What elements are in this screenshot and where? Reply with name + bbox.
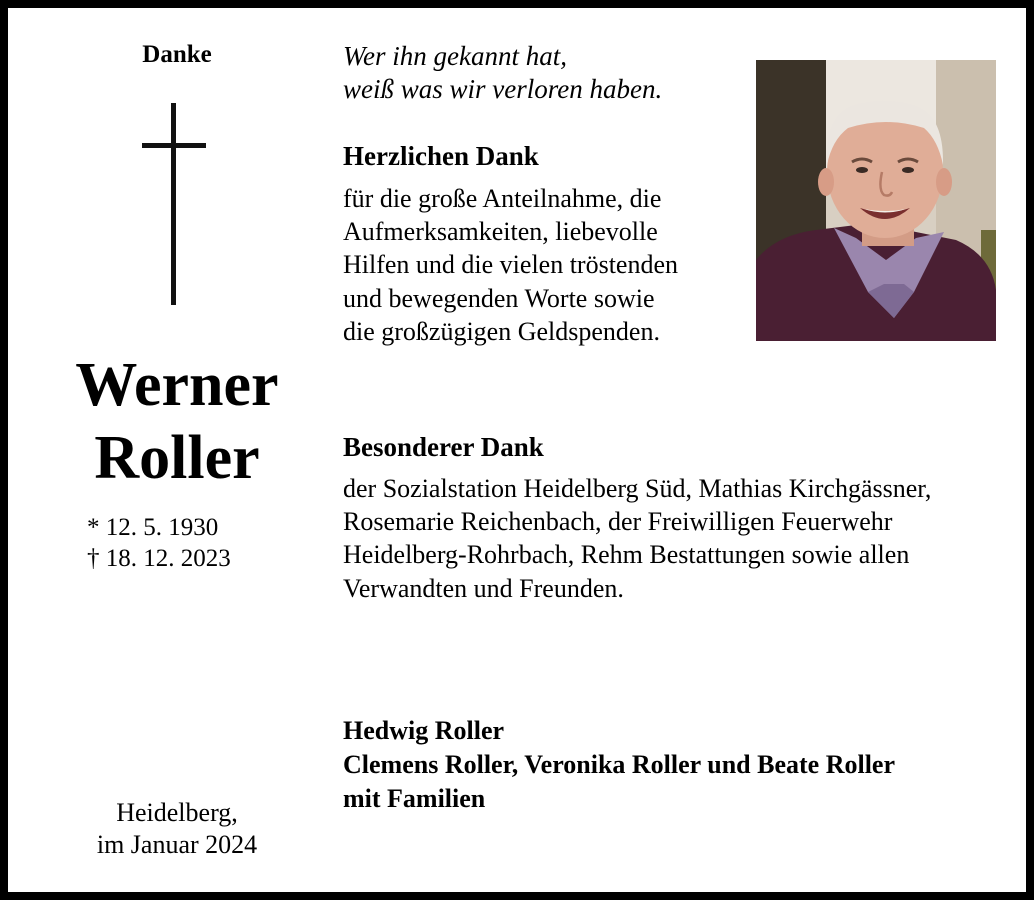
paragraph-line: und bewegenden Worte sowie <box>343 283 655 313</box>
paragraph-line: Hilfen und die vielen tröstenden <box>343 250 679 280</box>
signature-line: mit Familien <box>343 784 486 813</box>
paragraph-line: für die große Anteilnahme, die <box>343 184 662 213</box>
place-line: Heidelberg, <box>116 798 238 827</box>
paragraph-line: die großzügigen Geldspenden. <box>343 316 660 346</box>
life-dates <box>87 512 231 574</box>
deceased-first-name: Werner <box>75 351 279 419</box>
portrait-photo <box>756 60 996 341</box>
quote-line: Wer ihn gekannt hat, <box>343 41 567 71</box>
section-heading-special-thanks: Besonderer Dank <box>343 432 544 462</box>
birth-date: * 12. 5. 1930 <box>87 514 219 541</box>
paragraph-line: Verwandten und Freunden. <box>343 573 624 603</box>
deceased-last-name: Roller <box>94 424 260 492</box>
place-and-date <box>60 797 294 861</box>
signature-line: Hedwig Roller <box>343 716 505 745</box>
date-line: im Januar 2024 <box>96 830 258 859</box>
quote <box>343 40 662 106</box>
paragraph-line: Heidelberg-Rohrbach, Rehm Bestattungen sowie allen <box>343 540 910 570</box>
death-date: † 18. 12. 2023 <box>87 545 231 572</box>
quote-line: weiß was wir verloren haben. <box>343 74 663 104</box>
thanks-paragraph <box>343 182 678 348</box>
signature-line: Clemens Roller, Veronika Roller und Beate Roller <box>343 750 896 779</box>
danke-heading: Danke <box>142 41 212 68</box>
paragraph-line: Aufmerksamkeiten, liebevolle <box>343 217 658 247</box>
special-thanks-paragraph <box>343 472 931 605</box>
section-heading-thanks: Herzlichen Dank <box>343 141 539 171</box>
paragraph-line: der Sozialstation Heidelberg Süd, Mathias Kirchgässner, <box>343 474 932 503</box>
cross-icon <box>139 103 209 305</box>
paragraph-line: Rosemarie Reichenbach, der Freiwilligen Feuerwehr <box>343 507 893 537</box>
signatures <box>343 714 895 816</box>
